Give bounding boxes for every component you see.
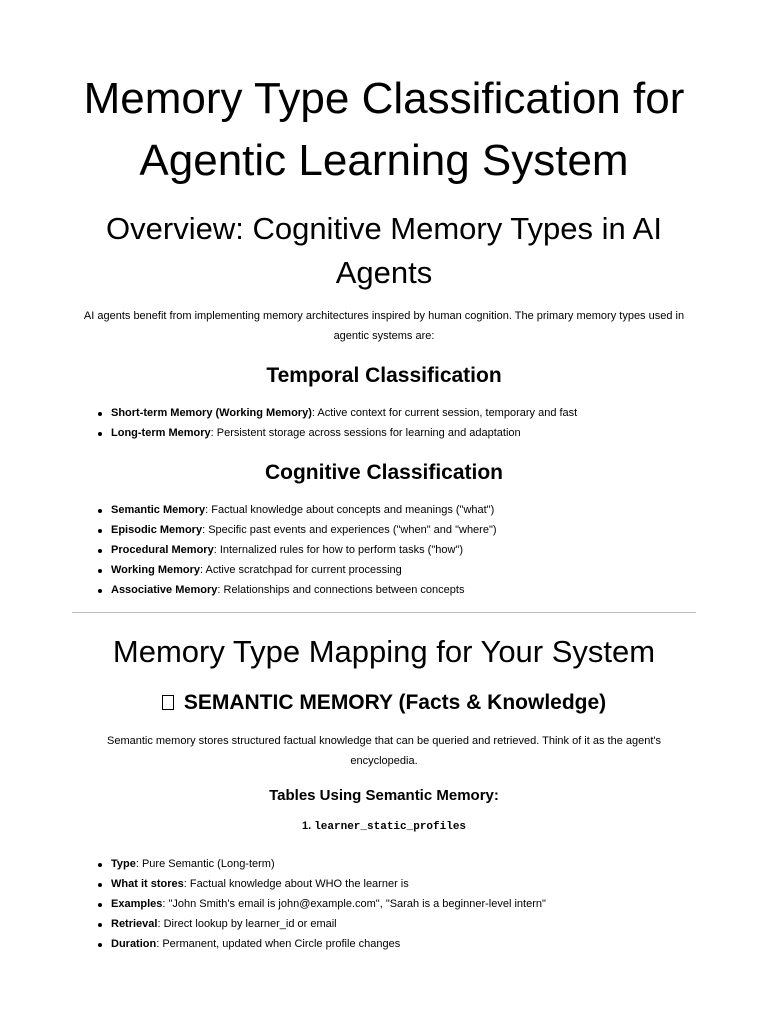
list-item: [96, 423, 696, 443]
cognitive-heading: Cognitive Classification: [264, 461, 504, 484]
list-item-desc: : Pure Semantic (Long-term): [135, 858, 275, 870]
list-item-desc: : Factual knowledge about WHO the learner is: [183, 878, 409, 890]
list-item: [96, 500, 696, 520]
table-number: 1.: [301, 820, 312, 832]
list-item-desc: : Internalized rules for how to perform tasks ("how"): [213, 544, 463, 556]
list-item-desc: : Factual knowledge about concepts and meanings ("what"): [205, 504, 495, 516]
list-item-term: Long-term Memory: [111, 427, 211, 439]
list-item: [96, 520, 696, 540]
list-item-term: Working Memory: [111, 564, 201, 576]
list-item-term: Examples: [111, 898, 163, 910]
list-item-desc: : Relationships and connections between concepts: [217, 584, 465, 596]
semantic-memory-heading-text: SEMANTIC MEMORY (Facts & Knowledge): [183, 691, 607, 714]
temporal-heading: Temporal Classification: [266, 364, 502, 387]
list-item-term: Semantic Memory: [111, 504, 206, 516]
list-item-desc: : "John Smith's email is john@example.com", "Sarah is a beginner-level intern": [162, 898, 546, 910]
list-item-term: Associative Memory: [111, 584, 218, 596]
list-item-desc: : Direct lookup by learner_id or email: [157, 918, 337, 930]
list-item-desc: : Active scratchpad for current processing: [200, 564, 402, 576]
list-item: [96, 934, 696, 954]
list-item: [96, 580, 696, 600]
document-title: Memory Type Classification for Agentic Learning System: [83, 74, 685, 185]
list-item-desc: : Persistent storage across sessions for learning and adaptation: [210, 427, 521, 439]
list-item-desc: : Active context for current session, temporary and fast: [311, 407, 578, 419]
section-divider: [72, 612, 696, 613]
overview-heading: Overview: Cognitive Memory Types in AI Agents: [106, 211, 662, 290]
table-details-list: [96, 854, 696, 954]
list-item-term: Procedural Memory: [111, 544, 214, 556]
list-item: [96, 854, 696, 874]
list-item-desc: : Permanent, updated when Circle profile changes: [156, 938, 401, 950]
list-item: [96, 874, 696, 894]
semantic-memory-heading: [60, 691, 708, 715]
list-item-term: What it stores: [111, 878, 184, 890]
temporal-list: [96, 403, 696, 443]
list-item: [96, 540, 696, 560]
list-item: [96, 403, 696, 423]
table-name: learner_static_profiles: [314, 821, 467, 833]
list-item-term: Duration: [111, 938, 157, 950]
semantic-memory-description: Semantic memory stores structured factual knowledge that can be queried and retrieved. Think of it as the agent's encyclopedia.: [106, 735, 662, 767]
mapping-heading: Memory Type Mapping for Your System: [112, 634, 656, 669]
list-item-term: Short-term Memory (Working Memory): [111, 407, 312, 419]
list-item: [96, 914, 696, 934]
list-item-term: Type: [111, 858, 136, 870]
tables-heading: Tables Using Semantic Memory:: [269, 787, 499, 804]
list-item-desc: : Specific past events and experiences ("when" and "where"): [202, 524, 497, 536]
overview-intro: AI agents benefit from implementing memory architectures inspired by human cognition. The primary memory types used in agentic systems are:: [83, 310, 685, 342]
missing-glyph-icon: [162, 695, 174, 710]
list-item-term: Episodic Memory: [111, 524, 203, 536]
list-item: [96, 560, 696, 580]
list-item: [96, 894, 696, 914]
table-entry: [60, 820, 708, 833]
list-item-term: Retrieval: [111, 918, 158, 930]
cognitive-list: [96, 500, 696, 600]
